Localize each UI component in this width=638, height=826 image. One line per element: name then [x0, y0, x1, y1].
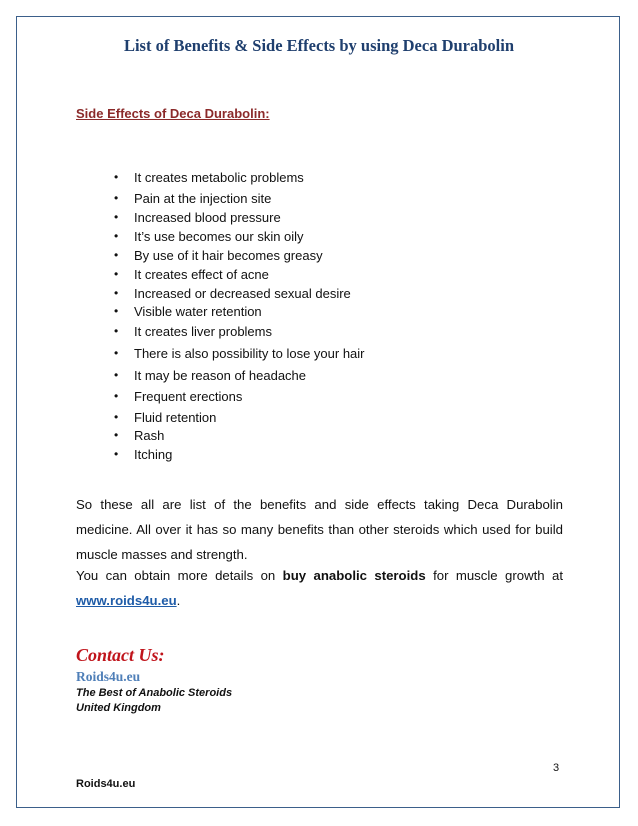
paragraph-details [76, 563, 563, 613]
list-item [114, 410, 217, 425]
list-item-label: Increased blood pressure [134, 210, 281, 225]
list-item [114, 324, 272, 339]
list-item [114, 428, 165, 443]
list-item-label: Visible water retention [134, 304, 262, 319]
list-item [114, 286, 351, 301]
list-item-label: Itching [134, 447, 173, 462]
contact-site: Roids4u.eu [76, 669, 141, 684]
list-item-label: Pain at the injection site [134, 191, 272, 206]
bullet-icon: • [114, 229, 119, 243]
footer-site: Roids4u.eu [76, 778, 136, 790]
bullet-icon: • [114, 346, 119, 360]
bullet-icon: • [114, 267, 119, 281]
list-item [114, 170, 304, 185]
contact-tagline: The Best of Anabolic Steroids [76, 687, 233, 699]
list-item [114, 210, 281, 225]
list-item [114, 191, 272, 206]
list-item [114, 304, 262, 319]
bullet-icon: • [114, 248, 119, 262]
contact-heading: Contact Us: [76, 645, 165, 665]
bullet-icon: • [114, 286, 119, 300]
document-title: List of Benefits & Side Effects by using Deca Durabolin [123, 36, 515, 55]
list-item [114, 368, 307, 383]
bullet-icon: • [114, 428, 119, 442]
paragraph-details-end: . [176, 593, 181, 608]
list-item-label: It creates liver problems [134, 324, 272, 339]
list-item-label: It’s use becomes our skin oily [134, 229, 304, 244]
paragraph-summary-text: So these all are list of the benefits and side effects taking Deca Durabolin medicine. All over it has so many benefits than other steroids which used for build muscle masses and strength. [76, 497, 563, 562]
page-number: 3 [553, 762, 560, 774]
bullet-icon: • [114, 410, 119, 424]
list-item-label: It may be reason of headache [134, 368, 307, 383]
website-link[interactable]: www.roids4u.eu [76, 593, 177, 608]
list-item-label: There is also possibility to lose your hair [134, 346, 365, 361]
list-item-label: Increased or decreased sexual desire [134, 286, 351, 301]
paragraph-details-before: You can obtain more details on [76, 568, 283, 583]
bullet-icon: • [114, 389, 119, 403]
bullet-icon: • [114, 191, 119, 205]
bullet-icon: • [114, 210, 119, 224]
section-heading: Side Effects of Deca Durabolin: [76, 106, 270, 121]
bullet-icon: • [114, 368, 119, 382]
bullet-icon: • [114, 304, 119, 318]
bullet-icon: • [114, 447, 119, 461]
paragraph-summary [76, 492, 563, 567]
paragraph-details-bold: buy anabolic steroids [282, 568, 426, 583]
list-item-label: It creates metabolic problems [134, 170, 304, 185]
bullet-icon: • [114, 170, 119, 184]
list-item [114, 248, 323, 263]
list-item [114, 229, 304, 244]
list-item [114, 389, 243, 404]
list-item-label: Frequent erections [134, 389, 243, 404]
list-item [114, 267, 269, 282]
list-item-label: By use of it hair becomes greasy [134, 248, 323, 263]
list-item [114, 346, 365, 361]
paragraph-details-middle: for muscle growth at [425, 568, 563, 583]
list-item-label: Rash [134, 428, 165, 443]
list-item [114, 447, 173, 462]
contact-country: United Kingdom [76, 702, 161, 714]
list-item-label: It creates effect of acne [134, 267, 269, 282]
list-item-label: Fluid retention [134, 410, 217, 425]
bullet-icon: • [114, 324, 119, 338]
